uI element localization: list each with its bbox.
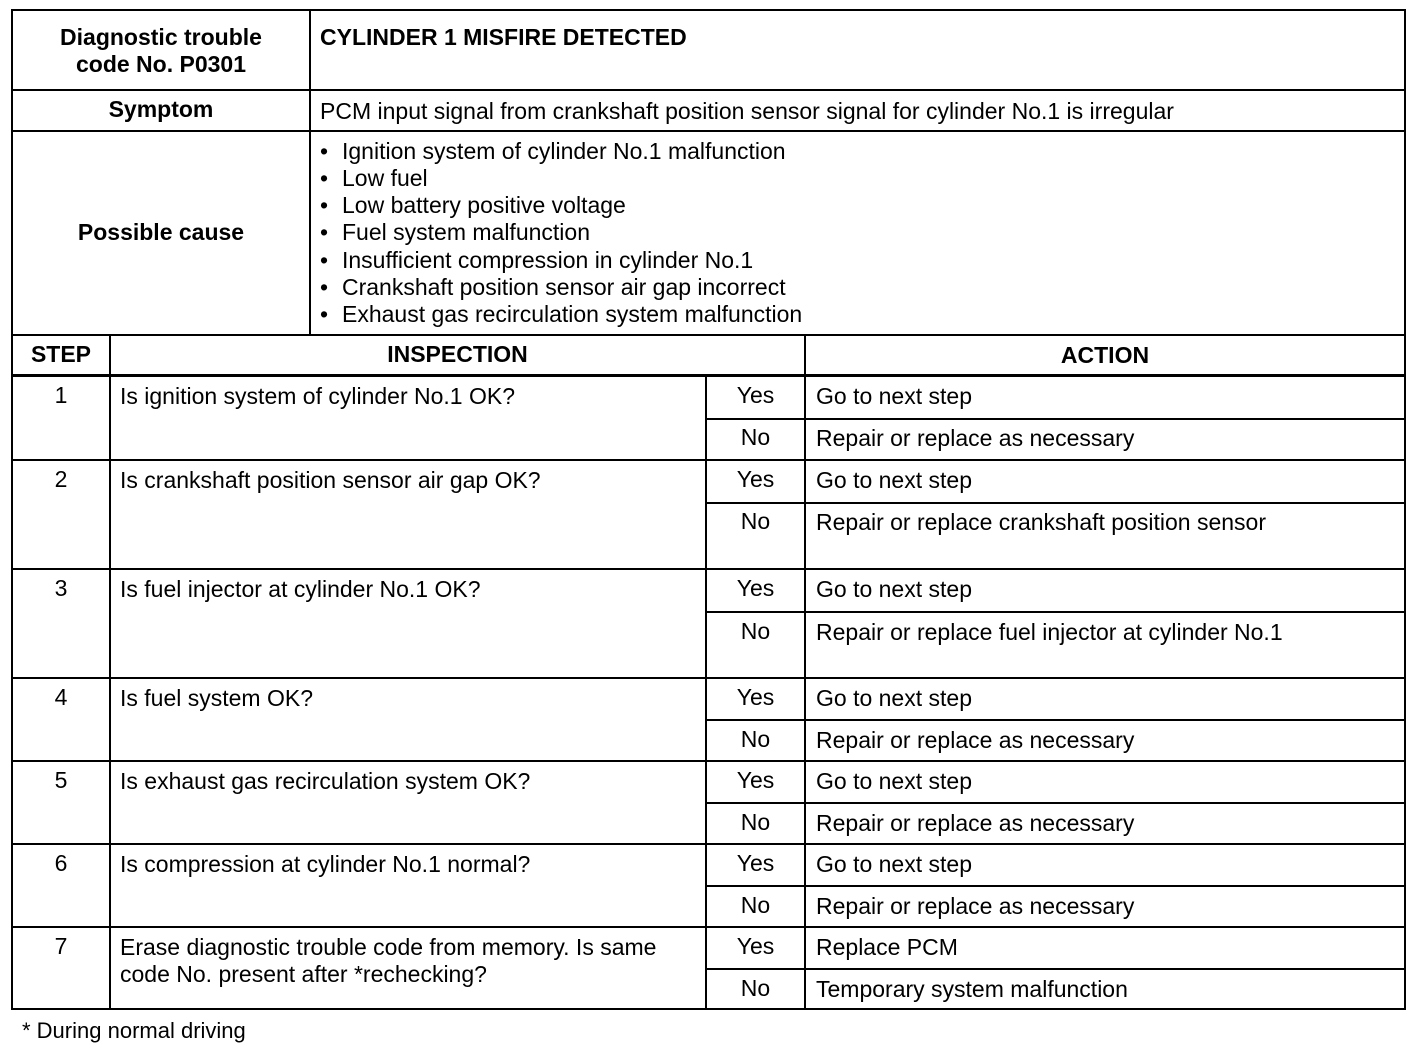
footnote: * During normal driving <box>22 1018 246 1043</box>
yes-action: Go to next step <box>816 685 972 711</box>
yesno-rule-1 <box>705 418 1406 420</box>
cause-bullet-3: • <box>320 192 329 218</box>
yes-label: Yes <box>736 850 775 876</box>
yesno-rule-2 <box>705 502 1406 504</box>
action-column-divider <box>804 334 806 1009</box>
yes-action: Replace PCM <box>816 934 958 960</box>
inspection-text: Is fuel system OK? <box>120 685 314 711</box>
yes-label: Yes <box>736 382 775 408</box>
cause-item-1: Ignition system of cylinder No.1 malfunction <box>342 138 786 164</box>
step-rule-3-4 <box>11 677 1406 679</box>
header-rule-2 <box>11 130 1406 132</box>
step-number: 7 <box>54 933 68 959</box>
yes-label: Yes <box>736 933 775 959</box>
yesno-rule-3 <box>705 611 1406 613</box>
table-border-right <box>1404 9 1406 1009</box>
yes-action: Go to next step <box>816 383 972 409</box>
step-rule-2-3 <box>11 568 1406 570</box>
inspection-text: Is ignition system of cylinder No.1 OK? <box>120 383 515 409</box>
header-divider-vertical <box>309 9 311 335</box>
yes-label: Yes <box>736 684 775 710</box>
no-action: Repair or replace as necessary <box>816 893 1135 919</box>
header-rule-3 <box>11 334 1406 336</box>
cause-bullet-5: • <box>320 247 329 273</box>
no-label: No <box>740 975 771 1001</box>
step-number: 3 <box>54 575 68 601</box>
step-number: 5 <box>54 767 68 793</box>
header-rule-1 <box>11 89 1406 91</box>
table-border-top <box>12 9 1406 11</box>
cause-bullet-4: • <box>320 219 329 245</box>
step-number: 4 <box>54 684 68 710</box>
table-border-bottom <box>11 1008 1406 1010</box>
code-label-line1: Diagnostic trouble <box>60 24 262 50</box>
no-label: No <box>740 618 771 644</box>
no-label: No <box>740 726 771 752</box>
yes-action: Go to next step <box>816 851 972 877</box>
step-column-divider <box>109 334 111 1009</box>
yesno-rule-7 <box>705 968 1406 970</box>
column-header-rule <box>11 374 1406 377</box>
yesno-rule-6 <box>705 885 1406 887</box>
cause-item-7: Exhaust gas recirculation system malfunction <box>342 301 803 327</box>
symptom-label: Symptom <box>108 96 214 122</box>
symptom-text: PCM input signal from crankshaft position sensor signal for cylinder No.1 is irregular <box>320 98 1174 124</box>
no-action: Repair or replace fuel injector at cylinder No.1 <box>816 619 1283 645</box>
step-rule-6-7 <box>11 926 1406 928</box>
no-action: Repair or replace as necessary <box>816 425 1135 451</box>
cause-item-3: Low battery positive voltage <box>342 192 626 218</box>
no-action: Repair or replace as necessary <box>816 810 1135 836</box>
step-number: 2 <box>54 466 68 492</box>
step-rule-4-5 <box>11 760 1406 762</box>
yes-action: Go to next step <box>816 576 972 602</box>
cause-bullet-6: • <box>320 274 329 300</box>
inspection-text: Is exhaust gas recirculation system OK? <box>120 768 531 794</box>
no-label: No <box>740 892 771 918</box>
cause-item-4: Fuel system malfunction <box>342 219 590 245</box>
column-header-action: ACTION <box>1060 342 1150 368</box>
code-label-line2: code No. P0301 <box>75 51 247 77</box>
page-title: CYLINDER 1 MISFIRE DETECTED <box>320 24 687 50</box>
yes-label: Yes <box>736 767 775 793</box>
code-label <box>13 24 309 78</box>
no-label: No <box>740 508 771 534</box>
yes-label: Yes <box>736 466 775 492</box>
no-action: Repair or replace as necessary <box>816 727 1135 753</box>
cause-bullet-1: • <box>320 138 329 164</box>
cause-bullet-7: • <box>320 301 329 327</box>
yes-action: Go to next step <box>816 467 972 493</box>
yesno-rule-5 <box>705 802 1406 804</box>
no-action: Repair or replace crankshaft position sensor <box>816 509 1267 535</box>
inspection-text: Is crankshaft position sensor air gap OK? <box>120 467 541 493</box>
yesno-rule-4 <box>705 719 1406 721</box>
possible-cause-label: Possible cause <box>77 219 245 245</box>
inspection-text: Is fuel injector at cylinder No.1 OK? <box>120 576 481 602</box>
cause-item-5: Insufficient compression in cylinder No.1 <box>342 247 754 273</box>
cause-item-6: Crankshaft position sensor air gap incorrect <box>342 274 786 300</box>
yes-action: Go to next step <box>816 768 972 794</box>
column-header-step: STEP <box>30 341 92 367</box>
cause-item-2: Low fuel <box>342 165 428 191</box>
no-action: Temporary system malfunction <box>816 976 1128 1002</box>
step-number: 6 <box>54 850 68 876</box>
inspection-text: Is compression at cylinder No.1 normal? <box>120 851 531 877</box>
no-label: No <box>740 809 771 835</box>
inspection-text: Erase diagnostic trouble code from memory. Is same <box>120 934 657 960</box>
yes-label: Yes <box>736 575 775 601</box>
step-number: 1 <box>54 382 68 408</box>
step-rule-1-2 <box>11 459 1406 461</box>
inspection-text-line2: code No. present after *rechecking? <box>120 961 487 987</box>
no-label: No <box>740 424 771 450</box>
column-header-inspection: INSPECTION <box>387 341 528 367</box>
cause-bullet-2: • <box>320 165 329 191</box>
step-rule-5-6 <box>11 843 1406 845</box>
